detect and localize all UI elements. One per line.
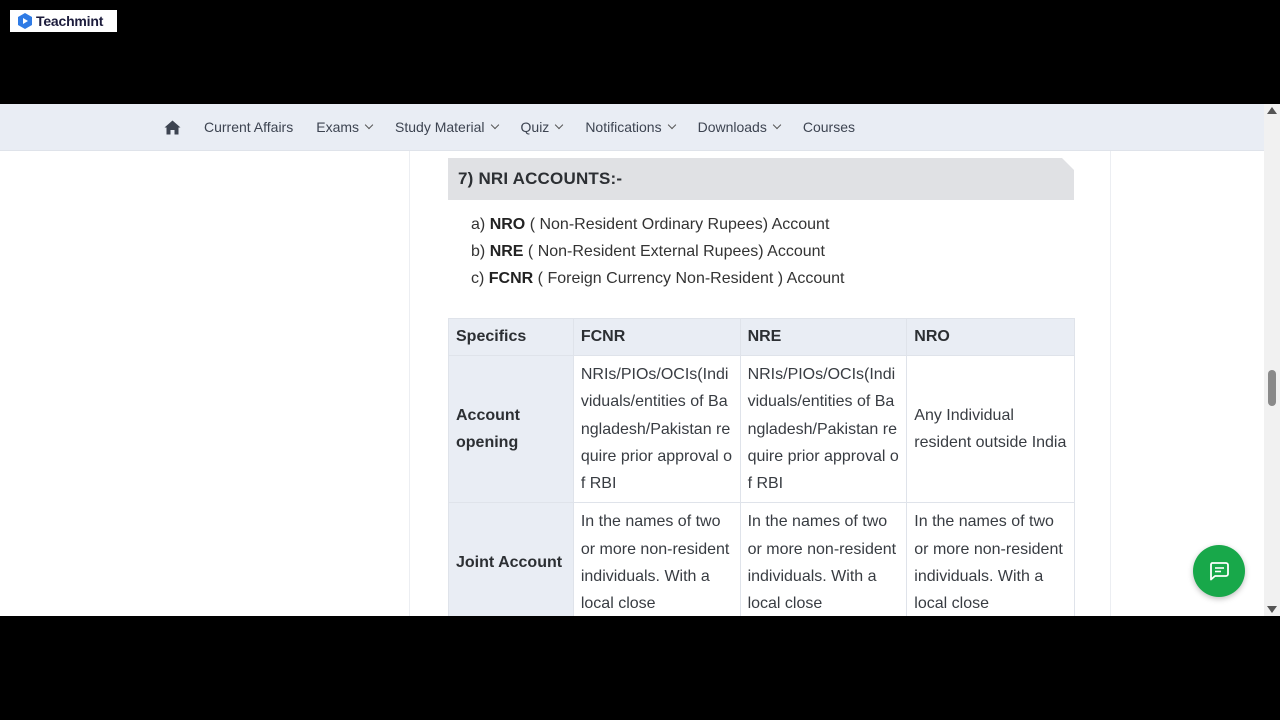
table-cell: NRIs/PIOs/OCIs(Individuals/entities of Bangladesh/Pakistan require prior approval of RBI: [573, 356, 740, 503]
nav-label: Notifications: [585, 119, 662, 135]
nav-label: Current Affairs: [204, 119, 294, 135]
chevron-down-icon: [555, 121, 563, 129]
nav-label: Quiz: [520, 119, 550, 135]
vertical-scrollbar[interactable]: [1264, 104, 1280, 616]
table-header-row: [449, 319, 1075, 356]
list-item: [471, 211, 844, 238]
chevron-down-icon: [490, 121, 498, 129]
table-cell: In the names of two or more non-resident individuals. With a local close: [907, 503, 1075, 616]
list-prefix: a): [471, 216, 486, 233]
account-code: FCNR: [488, 270, 534, 287]
table-header-cell: NRE: [740, 319, 907, 356]
nav-label: Study Material: [395, 119, 485, 135]
section-title: 7) NRI ACCOUNTS:-: [458, 169, 623, 188]
home-icon[interactable]: [164, 119, 182, 135]
chevron-down-icon: [365, 121, 373, 129]
list-item: [471, 265, 844, 292]
scrollbar-thumb[interactable]: [1268, 370, 1276, 406]
teachmint-watermark: [10, 10, 117, 32]
scroll-down-arrow-icon[interactable]: [1267, 606, 1277, 613]
nav-courses[interactable]: [803, 119, 855, 135]
article-content: [409, 151, 1111, 616]
nav-exams[interactable]: [316, 119, 372, 135]
list-prefix: c): [471, 270, 485, 287]
account-desc: ( Non-Resident Ordinary Rupees) Account: [529, 216, 830, 233]
nav-study-material[interactable]: [395, 119, 497, 135]
account-list: [471, 211, 844, 292]
table-cell: NRIs/PIOs/OCIs(Individuals/entities of Bangladesh/Pakistan require prior approval of RBI: [740, 356, 907, 503]
nav-label: Courses: [802, 119, 855, 135]
nav-notifications[interactable]: [585, 119, 674, 135]
list-item: [471, 238, 844, 265]
watermark-text: Teachmint: [36, 13, 104, 29]
account-desc: ( Non-Resident External Rupees) Account: [527, 243, 825, 260]
nri-comparison-table: [448, 318, 1075, 616]
chevron-down-icon: [773, 121, 781, 129]
section-heading: [448, 158, 1074, 200]
nav-current-affairs[interactable]: [204, 119, 293, 135]
top-navbar: [0, 104, 1264, 151]
nav-label: Downloads: [697, 119, 767, 135]
account-code: NRE: [489, 243, 524, 260]
nav-downloads[interactable]: [698, 119, 780, 135]
chat-button[interactable]: [1193, 545, 1245, 597]
nav-label: Exams: [316, 119, 360, 135]
table-cell: In the names of two or more non-resident individuals. With a local close: [573, 503, 740, 616]
account-desc: ( Foreign Currency Non-Resident ) Account: [537, 270, 845, 287]
table-cell: Any Individual resident outside India: [907, 356, 1075, 503]
table-cell: In the names of two or more non-resident individuals. With a local close: [740, 503, 907, 616]
row-label: Account opening: [449, 356, 574, 503]
browser-viewport: [0, 104, 1280, 616]
table-header-cell: NRO: [907, 319, 1075, 356]
corner-fold: [1062, 158, 1074, 170]
table-header-cell: FCNR: [573, 319, 740, 356]
scroll-up-arrow-icon[interactable]: [1267, 107, 1277, 114]
teachmint-logo-icon: [18, 13, 32, 29]
row-label: Joint Account: [449, 503, 574, 616]
list-prefix: b): [471, 243, 486, 260]
table-header-cell: Specifics: [449, 319, 574, 356]
table-row: [449, 356, 1075, 503]
chevron-down-icon: [667, 121, 675, 129]
account-code: NRO: [489, 216, 526, 233]
nav-quiz[interactable]: [521, 119, 563, 135]
chat-icon: [1208, 560, 1230, 582]
table-row: [449, 503, 1075, 616]
